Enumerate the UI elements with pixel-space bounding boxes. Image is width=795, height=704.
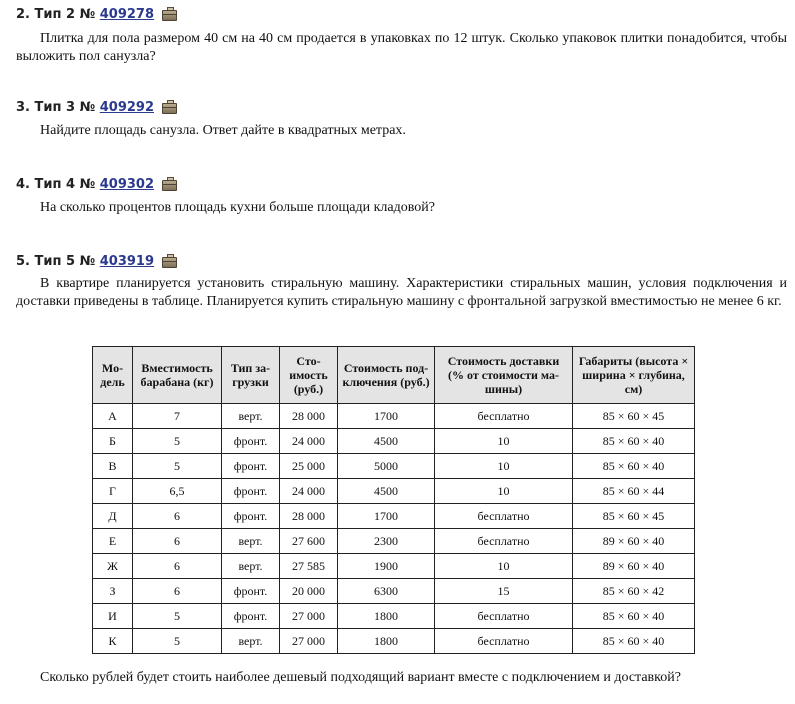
cell-delivery-cost: бесплатно <box>435 604 573 629</box>
cell-connection-cost: 2300 <box>338 529 435 554</box>
cell-delivery-cost: 10 <box>435 429 573 454</box>
cell-price: 27 000 <box>280 604 338 629</box>
cell-load-type: верт. <box>222 404 280 429</box>
cell-capacity: 5 <box>133 429 222 454</box>
column-header-delivery-cost: Стоимость доставки (% от стоимости ма-шины) <box>435 347 573 404</box>
briefcase-icon[interactable] <box>162 7 177 20</box>
cell-connection-cost: 4500 <box>338 479 435 504</box>
cell-delivery-cost: 10 <box>435 479 573 504</box>
cell-load-type: фронт. <box>222 454 280 479</box>
task-type-label: Тип 2 № <box>34 7 96 22</box>
table-row <box>93 529 695 554</box>
task-number: 4. <box>16 177 30 192</box>
cell-dimensions: 85 × 60 × 45 <box>573 504 695 529</box>
cell-model: В <box>93 454 133 479</box>
task-header <box>16 175 787 195</box>
cell-price: 27 600 <box>280 529 338 554</box>
cell-capacity: 6 <box>133 554 222 579</box>
task-text: В квартире планируется установить стиральную машину. Характеристики стиральных машин, условия подключения и доставки приведены в таблице. Планируется купить стиральную машину с фронтальной загрузкой вместимостью не менее 6 кг. <box>16 276 787 309</box>
cell-delivery-cost: бесплатно <box>435 529 573 554</box>
cell-price: 20 000 <box>280 579 338 604</box>
column-header-connection-cost: Стоимость под-ключения (руб.) <box>338 347 435 404</box>
cell-capacity: 5 <box>133 629 222 654</box>
task-header <box>16 252 787 272</box>
cell-load-type: верт. <box>222 554 280 579</box>
task-id-link[interactable]: 409278 <box>99 7 155 22</box>
cell-dimensions: 85 × 60 × 42 <box>573 579 695 604</box>
table-body <box>93 404 695 654</box>
task-id-link[interactable]: 409292 <box>99 100 155 115</box>
task-text: Плитка для пола размером 40 см на 40 см продается в упаковках по 12 штук. Сколько упаковок плитки понадобится, чтобы выложить пол санузла? <box>16 31 787 64</box>
cell-connection-cost: 5000 <box>338 454 435 479</box>
cell-model: Г <box>93 479 133 504</box>
cell-model: К <box>93 629 133 654</box>
cell-delivery-cost: бесплатно <box>435 504 573 529</box>
cell-price: 25 000 <box>280 454 338 479</box>
column-header-dimensions: Габариты (высота × ширина × глубина, см) <box>573 347 695 404</box>
cell-load-type: верт. <box>222 629 280 654</box>
task-id-link[interactable]: 403919 <box>99 254 155 269</box>
table-header-row <box>93 347 695 404</box>
cell-connection-cost: 1800 <box>338 604 435 629</box>
task-header <box>16 98 787 118</box>
cell-model: Ж <box>93 554 133 579</box>
column-header-price: Сто-имость (руб.) <box>280 347 338 404</box>
cell-dimensions: 85 × 60 × 40 <box>573 454 695 479</box>
cell-connection-cost: 1700 <box>338 404 435 429</box>
cell-model: Д <box>93 504 133 529</box>
cell-delivery-cost: бесплатно <box>435 404 573 429</box>
cell-dimensions: 85 × 60 × 45 <box>573 404 695 429</box>
task-type-label: Тип 3 № <box>34 100 96 115</box>
task-type-label: Тип 5 № <box>34 254 96 269</box>
table-row <box>93 629 695 654</box>
task-number: 2. <box>16 7 30 22</box>
cell-model: З <box>93 579 133 604</box>
cell-capacity: 5 <box>133 454 222 479</box>
column-header-model: Мо-дель <box>93 347 133 404</box>
table-row <box>93 504 695 529</box>
cell-model: И <box>93 604 133 629</box>
cell-connection-cost: 6300 <box>338 579 435 604</box>
table-row <box>93 429 695 454</box>
cell-load-type: фронт. <box>222 504 280 529</box>
cell-delivery-cost: бесплатно <box>435 629 573 654</box>
task-5 <box>16 252 787 311</box>
cell-price: 24 000 <box>280 429 338 454</box>
table-row <box>93 404 695 429</box>
cell-delivery-cost: 10 <box>435 454 573 479</box>
cell-load-type: фронт. <box>222 479 280 504</box>
cell-load-type: верт. <box>222 529 280 554</box>
task-4 <box>16 175 787 217</box>
cell-connection-cost: 1900 <box>338 554 435 579</box>
cell-dimensions: 85 × 60 × 40 <box>573 429 695 454</box>
cell-delivery-cost: 15 <box>435 579 573 604</box>
task-text: Найдите площадь санузла. Ответ дайте в квадратных метрах. <box>40 123 406 138</box>
cell-connection-cost: 4500 <box>338 429 435 454</box>
cell-capacity: 6 <box>133 504 222 529</box>
cell-dimensions: 85 × 60 × 44 <box>573 479 695 504</box>
cell-dimensions: 89 × 60 × 40 <box>573 554 695 579</box>
cell-dimensions: 89 × 60 × 40 <box>573 529 695 554</box>
task-number: 3. <box>16 100 30 115</box>
washing-machines-table <box>92 346 695 654</box>
column-header-capacity: Вместимость барабана (кг) <box>133 347 222 404</box>
briefcase-icon[interactable] <box>162 100 177 113</box>
task-3 <box>16 98 787 140</box>
cell-price: 27 000 <box>280 629 338 654</box>
task-number: 5. <box>16 254 30 269</box>
cell-connection-cost: 1700 <box>338 504 435 529</box>
cell-delivery-cost: 10 <box>435 554 573 579</box>
table-row <box>93 454 695 479</box>
cell-capacity: 6 <box>133 579 222 604</box>
cell-model: Б <box>93 429 133 454</box>
task-type-label: Тип 4 № <box>34 177 96 192</box>
table-row <box>93 554 695 579</box>
cell-model: А <box>93 404 133 429</box>
table-row <box>93 479 695 504</box>
briefcase-icon[interactable] <box>162 177 177 190</box>
cell-capacity: 7 <box>133 404 222 429</box>
table-row <box>93 604 695 629</box>
cell-capacity: 5 <box>133 604 222 629</box>
task-id-link[interactable]: 409302 <box>99 177 155 192</box>
cell-load-type: фронт. <box>222 604 280 629</box>
cell-load-type: фронт. <box>222 579 280 604</box>
cell-connection-cost: 1800 <box>338 629 435 654</box>
cell-load-type: фронт. <box>222 429 280 454</box>
cell-capacity: 6,5 <box>133 479 222 504</box>
cell-dimensions: 85 × 60 × 40 <box>573 604 695 629</box>
cell-price: 28 000 <box>280 504 338 529</box>
briefcase-icon[interactable] <box>162 254 177 267</box>
cell-price: 28 000 <box>280 404 338 429</box>
column-header-load-type: Тип за-грузки <box>222 347 280 404</box>
cell-price: 27 585 <box>280 554 338 579</box>
cell-capacity: 6 <box>133 529 222 554</box>
cell-price: 24 000 <box>280 479 338 504</box>
table-row <box>93 579 695 604</box>
task-header <box>16 5 787 25</box>
task-text: На сколько процентов площадь кухни больше площади кладовой? <box>40 200 435 215</box>
cell-model: Е <box>93 529 133 554</box>
cell-dimensions: 85 × 60 × 40 <box>573 629 695 654</box>
task-2 <box>16 5 787 66</box>
final-question: Сколько рублей будет стоить наиболее дешевый подходящий вариант вместе с подключением и доставкой? <box>40 670 681 685</box>
